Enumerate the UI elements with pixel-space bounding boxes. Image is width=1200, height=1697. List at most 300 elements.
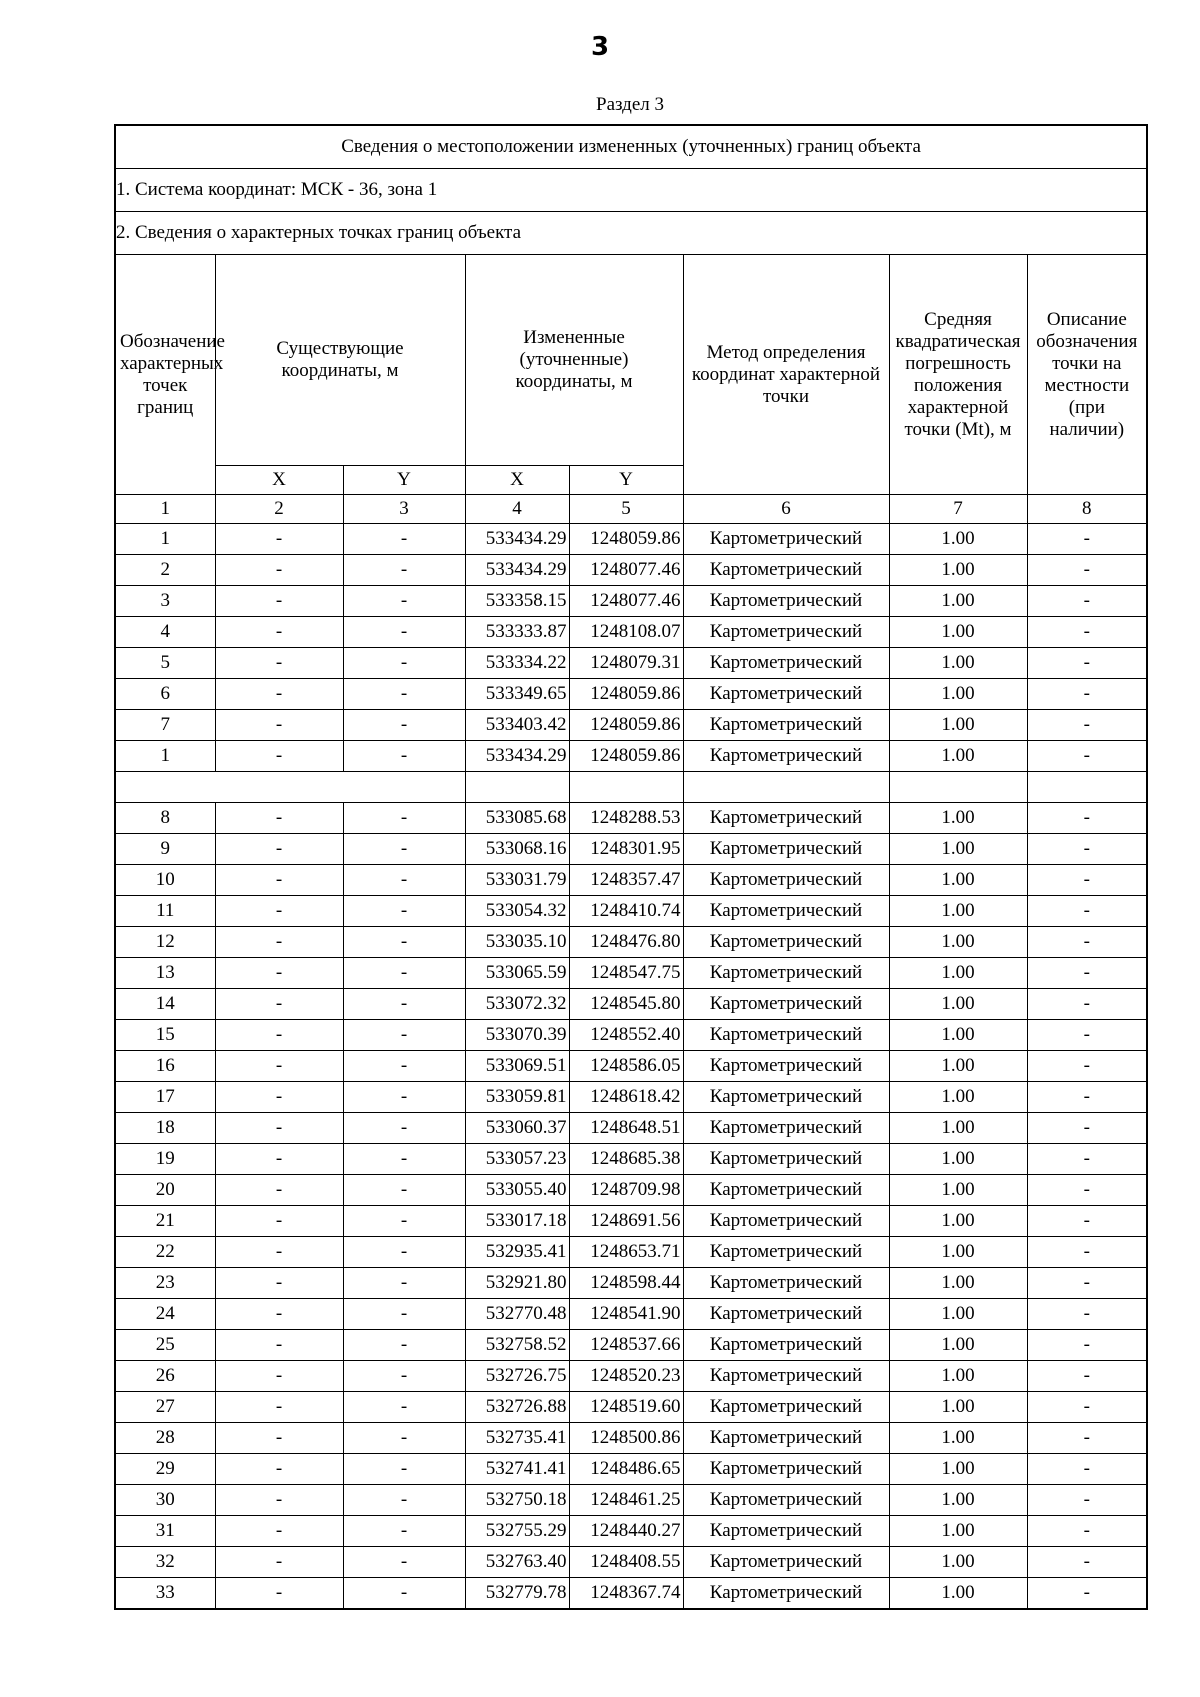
existing-x-cell: - <box>215 927 343 958</box>
changed-y-cell: 1248059.86 <box>569 741 683 772</box>
changed-y-cell: 1248059.86 <box>569 679 683 710</box>
method-cell: Картометрический <box>683 741 889 772</box>
changed-y-cell: 1248537.66 <box>569 1330 683 1361</box>
existing-y-cell: - <box>343 648 465 679</box>
existing-x-cell: - <box>215 1454 343 1485</box>
existing-y-cell: - <box>343 710 465 741</box>
existing-x-cell: - <box>215 1082 343 1113</box>
table-row <box>115 586 1147 617</box>
description-cell: - <box>1027 524 1147 555</box>
error-cell: 1.00 <box>889 927 1027 958</box>
point-id-cell: 19 <box>115 1144 215 1175</box>
description-cell: - <box>1027 1299 1147 1330</box>
existing-x-cell: - <box>215 586 343 617</box>
column-number: 7 <box>889 495 1027 524</box>
description-cell: - <box>1027 555 1147 586</box>
changed-y-cell: 1248059.86 <box>569 524 683 555</box>
header-changed-y: Y <box>569 466 683 495</box>
point-id-cell: 25 <box>115 1330 215 1361</box>
description-cell: - <box>1027 679 1147 710</box>
changed-x-cell: 533035.10 <box>465 927 569 958</box>
method-cell: Картометрический <box>683 1051 889 1082</box>
existing-y-cell: - <box>343 1392 465 1423</box>
existing-y-cell: - <box>343 1020 465 1051</box>
point-id-cell: 6 <box>115 679 215 710</box>
table-title: Сведения о местоположении измененных (уточненных) границ объекта <box>115 125 1147 169</box>
changed-y-cell: 1248077.46 <box>569 555 683 586</box>
spacer-cell <box>889 772 1027 803</box>
changed-x-cell: 532779.78 <box>465 1578 569 1610</box>
existing-y-cell: - <box>343 1082 465 1113</box>
description-cell: - <box>1027 1237 1147 1268</box>
changed-x-cell: 533054.32 <box>465 896 569 927</box>
existing-x-cell: - <box>215 896 343 927</box>
error-cell: 1.00 <box>889 617 1027 648</box>
existing-x-cell: - <box>215 1330 343 1361</box>
point-id-cell: 15 <box>115 1020 215 1051</box>
existing-y-cell: - <box>343 586 465 617</box>
spacer-cell <box>465 772 569 803</box>
error-cell: 1.00 <box>889 648 1027 679</box>
method-cell: Картометрический <box>683 1361 889 1392</box>
column-number: 6 <box>683 495 889 524</box>
error-cell: 1.00 <box>889 555 1027 586</box>
table-row <box>115 617 1147 648</box>
table-row <box>115 834 1147 865</box>
point-id-cell: 2 <box>115 555 215 586</box>
description-cell: - <box>1027 1547 1147 1578</box>
header-changed-x: X <box>465 466 569 495</box>
method-cell: Картометрический <box>683 803 889 834</box>
existing-y-cell: - <box>343 679 465 710</box>
error-cell: 1.00 <box>889 1547 1027 1578</box>
changed-x-cell: 532763.40 <box>465 1547 569 1578</box>
error-cell: 1.00 <box>889 1392 1027 1423</box>
point-id-cell: 1 <box>115 524 215 555</box>
method-cell: Картометрический <box>683 679 889 710</box>
method-cell: Картометрический <box>683 896 889 927</box>
changed-x-cell: 533334.22 <box>465 648 569 679</box>
table-row <box>115 865 1147 896</box>
description-cell: - <box>1027 1113 1147 1144</box>
point-id-cell: 29 <box>115 1454 215 1485</box>
existing-x-cell: - <box>215 958 343 989</box>
changed-y-cell: 1248408.55 <box>569 1547 683 1578</box>
changed-y-cell: 1248077.46 <box>569 586 683 617</box>
table-row <box>115 648 1147 679</box>
error-cell: 1.00 <box>889 1144 1027 1175</box>
changed-y-cell: 1248500.86 <box>569 1423 683 1454</box>
description-cell: - <box>1027 617 1147 648</box>
existing-y-cell: - <box>343 1516 465 1547</box>
header-existing-y: Y <box>343 466 465 495</box>
changed-y-cell: 1248685.38 <box>569 1144 683 1175</box>
point-id-cell: 16 <box>115 1051 215 1082</box>
description-cell: - <box>1027 1020 1147 1051</box>
changed-y-cell: 1248367.74 <box>569 1578 683 1610</box>
existing-x-cell: - <box>215 1237 343 1268</box>
table-row <box>115 1144 1147 1175</box>
point-id-cell: 7 <box>115 710 215 741</box>
method-cell: Картометрический <box>683 617 889 648</box>
spacer-cell <box>115 772 465 803</box>
error-cell: 1.00 <box>889 679 1027 710</box>
method-cell: Картометрический <box>683 524 889 555</box>
error-cell: 1.00 <box>889 710 1027 741</box>
method-cell: Картометрический <box>683 1175 889 1206</box>
table-row <box>115 1113 1147 1144</box>
changed-y-cell: 1248288.53 <box>569 803 683 834</box>
changed-y-cell: 1248552.40 <box>569 1020 683 1051</box>
changed-x-cell: 532921.80 <box>465 1268 569 1299</box>
existing-y-cell: - <box>343 927 465 958</box>
error-cell: 1.00 <box>889 896 1027 927</box>
changed-y-cell: 1248486.65 <box>569 1454 683 1485</box>
error-cell: 1.00 <box>889 1516 1027 1547</box>
error-cell: 1.00 <box>889 958 1027 989</box>
changed-y-cell: 1248545.80 <box>569 989 683 1020</box>
existing-y-cell: - <box>343 524 465 555</box>
table-row <box>115 679 1147 710</box>
table-row <box>115 1454 1147 1485</box>
method-cell: Картометрический <box>683 1082 889 1113</box>
error-cell: 1.00 <box>889 1206 1027 1237</box>
changed-y-cell: 1248618.42 <box>569 1082 683 1113</box>
header-existing: Существующие координаты, м <box>215 255 465 466</box>
description-cell: - <box>1027 648 1147 679</box>
description-cell: - <box>1027 1423 1147 1454</box>
changed-x-cell: 533068.16 <box>465 834 569 865</box>
existing-x-cell: - <box>215 1051 343 1082</box>
description-cell: - <box>1027 586 1147 617</box>
changed-y-cell: 1248653.71 <box>569 1237 683 1268</box>
method-cell: Картометрический <box>683 927 889 958</box>
method-cell: Картометрический <box>683 1299 889 1330</box>
header-description: Описание обозначения точки на местности (при наличии) <box>1027 255 1147 495</box>
point-id-cell: 11 <box>115 896 215 927</box>
error-cell: 1.00 <box>889 1423 1027 1454</box>
point-id-cell: 8 <box>115 803 215 834</box>
error-cell: 1.00 <box>889 1268 1027 1299</box>
changed-y-cell: 1248461.25 <box>569 1485 683 1516</box>
existing-y-cell: - <box>343 834 465 865</box>
error-cell: 1.00 <box>889 1361 1027 1392</box>
existing-x-cell: - <box>215 803 343 834</box>
method-cell: Картометрический <box>683 710 889 741</box>
description-cell: - <box>1027 834 1147 865</box>
header-changed: Измененные (уточненные) координаты, м <box>465 255 683 466</box>
existing-x-cell: - <box>215 834 343 865</box>
existing-y-cell: - <box>343 1268 465 1299</box>
table-row <box>115 1361 1147 1392</box>
point-id-cell: 23 <box>115 1268 215 1299</box>
method-cell: Картометрический <box>683 1268 889 1299</box>
boundary-points-table <box>114 124 1148 1610</box>
column-number: 2 <box>215 495 343 524</box>
point-id-cell: 5 <box>115 648 215 679</box>
existing-x-cell: - <box>215 741 343 772</box>
existing-x-cell: - <box>215 648 343 679</box>
header-existing-x: X <box>215 466 343 495</box>
error-cell: 1.00 <box>889 989 1027 1020</box>
description-cell: - <box>1027 1392 1147 1423</box>
point-id-cell: 10 <box>115 865 215 896</box>
existing-x-cell: - <box>215 989 343 1020</box>
error-cell: 1.00 <box>889 741 1027 772</box>
method-cell: Картометрический <box>683 1144 889 1175</box>
method-cell: Картометрический <box>683 865 889 896</box>
existing-y-cell: - <box>343 1113 465 1144</box>
point-id-cell: 24 <box>115 1299 215 1330</box>
existing-y-cell: - <box>343 1175 465 1206</box>
method-cell: Картометрический <box>683 1547 889 1578</box>
changed-x-cell: 533434.29 <box>465 524 569 555</box>
changed-y-cell: 1248301.95 <box>569 834 683 865</box>
header-error: Средняя квадратическая погрешность положения характерной точки (Mt), м <box>889 255 1027 495</box>
point-id-cell: 32 <box>115 1547 215 1578</box>
description-cell: - <box>1027 1144 1147 1175</box>
error-cell: 1.00 <box>889 1485 1027 1516</box>
changed-x-cell: 533072.32 <box>465 989 569 1020</box>
method-cell: Картометрический <box>683 989 889 1020</box>
changed-x-cell: 532755.29 <box>465 1516 569 1547</box>
changed-x-cell: 533333.87 <box>465 617 569 648</box>
point-id-cell: 17 <box>115 1082 215 1113</box>
error-cell: 1.00 <box>889 865 1027 896</box>
point-id-cell: 27 <box>115 1392 215 1423</box>
point-id-cell: 14 <box>115 989 215 1020</box>
existing-x-cell: - <box>215 1144 343 1175</box>
changed-y-cell: 1248586.05 <box>569 1051 683 1082</box>
method-cell: Картометрический <box>683 1020 889 1051</box>
existing-x-cell: - <box>215 1206 343 1237</box>
error-cell: 1.00 <box>889 586 1027 617</box>
description-cell: - <box>1027 1361 1147 1392</box>
column-number: 4 <box>465 495 569 524</box>
table-row <box>115 1578 1147 1610</box>
table-row <box>115 1268 1147 1299</box>
method-cell: Картометрический <box>683 1113 889 1144</box>
existing-y-cell: - <box>343 989 465 1020</box>
existing-y-cell: - <box>343 741 465 772</box>
error-cell: 1.00 <box>889 1020 1027 1051</box>
description-cell: - <box>1027 1175 1147 1206</box>
error-cell: 1.00 <box>889 524 1027 555</box>
spacer-cell <box>569 772 683 803</box>
description-cell: - <box>1027 803 1147 834</box>
method-cell: Картометрический <box>683 1392 889 1423</box>
existing-x-cell: - <box>215 1547 343 1578</box>
existing-y-cell: - <box>343 1485 465 1516</box>
description-cell: - <box>1027 1268 1147 1299</box>
table-row <box>115 1020 1147 1051</box>
existing-y-cell: - <box>343 1547 465 1578</box>
existing-x-cell: - <box>215 710 343 741</box>
point-id-cell: 9 <box>115 834 215 865</box>
error-cell: 1.00 <box>889 1113 1027 1144</box>
table-row <box>115 1082 1147 1113</box>
description-cell: - <box>1027 865 1147 896</box>
existing-y-cell: - <box>343 1361 465 1392</box>
existing-y-cell: - <box>343 1454 465 1485</box>
changed-x-cell: 533358.15 <box>465 586 569 617</box>
error-cell: 1.00 <box>889 1454 1027 1485</box>
point-id-cell: 31 <box>115 1516 215 1547</box>
description-cell: - <box>1027 1454 1147 1485</box>
header-method: Метод определения координат характерной точки <box>683 255 889 495</box>
point-id-cell: 18 <box>115 1113 215 1144</box>
existing-x-cell: - <box>215 1361 343 1392</box>
method-cell: Картометрический <box>683 648 889 679</box>
changed-x-cell: 533403.42 <box>465 710 569 741</box>
description-cell: - <box>1027 1516 1147 1547</box>
existing-x-cell: - <box>215 1113 343 1144</box>
table-row <box>115 1392 1147 1423</box>
description-cell: - <box>1027 1578 1147 1610</box>
existing-y-cell: - <box>343 1237 465 1268</box>
point-id-cell: 20 <box>115 1175 215 1206</box>
changed-y-cell: 1248598.44 <box>569 1268 683 1299</box>
changed-x-cell: 532735.41 <box>465 1423 569 1454</box>
table-row <box>115 710 1147 741</box>
changed-y-cell: 1248108.07 <box>569 617 683 648</box>
changed-y-cell: 1248476.80 <box>569 927 683 958</box>
point-id-cell: 21 <box>115 1206 215 1237</box>
existing-y-cell: - <box>343 1206 465 1237</box>
changed-x-cell: 532770.48 <box>465 1299 569 1330</box>
error-cell: 1.00 <box>889 1237 1027 1268</box>
table-row <box>115 1547 1147 1578</box>
changed-y-cell: 1248357.47 <box>569 865 683 896</box>
method-cell: Картометрический <box>683 1237 889 1268</box>
existing-x-cell: - <box>215 617 343 648</box>
table-row <box>115 1175 1147 1206</box>
table-row <box>115 741 1147 772</box>
spacer-row <box>115 772 1147 803</box>
existing-y-cell: - <box>343 896 465 927</box>
method-cell: Картометрический <box>683 586 889 617</box>
changed-x-cell: 532758.52 <box>465 1330 569 1361</box>
changed-x-cell: 532935.41 <box>465 1237 569 1268</box>
changed-x-cell: 533434.29 <box>465 555 569 586</box>
description-cell: - <box>1027 896 1147 927</box>
table-row <box>115 989 1147 1020</box>
spacer-cell <box>683 772 889 803</box>
error-cell: 1.00 <box>889 1578 1027 1610</box>
table-row <box>115 1485 1147 1516</box>
table-row <box>115 555 1147 586</box>
table-row <box>115 1299 1147 1330</box>
error-cell: 1.00 <box>889 1051 1027 1082</box>
changed-x-cell: 533349.65 <box>465 679 569 710</box>
error-cell: 1.00 <box>889 1082 1027 1113</box>
point-id-cell: 30 <box>115 1485 215 1516</box>
method-cell: Картометрический <box>683 1330 889 1361</box>
existing-y-cell: - <box>343 1299 465 1330</box>
description-cell: - <box>1027 1330 1147 1361</box>
header-designation: Обозначение характерных точек границ <box>115 255 215 495</box>
method-cell: Картометрический <box>683 1423 889 1454</box>
table-row <box>115 958 1147 989</box>
point-id-cell: 13 <box>115 958 215 989</box>
column-number: 1 <box>115 495 215 524</box>
existing-y-cell: - <box>343 1423 465 1454</box>
existing-y-cell: - <box>343 1578 465 1610</box>
changed-x-cell: 533060.37 <box>465 1113 569 1144</box>
changed-x-cell: 533070.39 <box>465 1020 569 1051</box>
method-cell: Картометрический <box>683 1485 889 1516</box>
existing-x-cell: - <box>215 1299 343 1330</box>
error-cell: 1.00 <box>889 1175 1027 1206</box>
table-row <box>115 1516 1147 1547</box>
changed-x-cell: 532726.75 <box>465 1361 569 1392</box>
column-number: 3 <box>343 495 465 524</box>
changed-x-cell: 532726.88 <box>465 1392 569 1423</box>
existing-x-cell: - <box>215 1485 343 1516</box>
table-row <box>115 524 1147 555</box>
error-cell: 1.00 <box>889 803 1027 834</box>
page-number: 3 <box>590 32 610 62</box>
description-cell: - <box>1027 927 1147 958</box>
existing-x-cell: - <box>215 1268 343 1299</box>
changed-x-cell: 533031.79 <box>465 865 569 896</box>
changed-y-cell: 1248519.60 <box>569 1392 683 1423</box>
existing-y-cell: - <box>343 555 465 586</box>
table-row <box>115 1206 1147 1237</box>
description-cell: - <box>1027 741 1147 772</box>
changed-x-cell: 533085.68 <box>465 803 569 834</box>
point-id-cell: 26 <box>115 1361 215 1392</box>
point-id-cell: 33 <box>115 1578 215 1610</box>
description-cell: - <box>1027 710 1147 741</box>
point-id-cell: 12 <box>115 927 215 958</box>
changed-y-cell: 1248520.23 <box>569 1361 683 1392</box>
existing-x-cell: - <box>215 1423 343 1454</box>
changed-x-cell: 533057.23 <box>465 1144 569 1175</box>
description-cell: - <box>1027 1485 1147 1516</box>
method-cell: Картометрический <box>683 958 889 989</box>
existing-x-cell: - <box>215 555 343 586</box>
existing-y-cell: - <box>343 617 465 648</box>
point-id-cell: 4 <box>115 617 215 648</box>
existing-x-cell: - <box>215 865 343 896</box>
method-cell: Картометрический <box>683 1516 889 1547</box>
table-row <box>115 927 1147 958</box>
changed-x-cell: 532741.41 <box>465 1454 569 1485</box>
table-row <box>115 896 1147 927</box>
method-cell: Картометрический <box>683 1206 889 1237</box>
method-cell: Картометрический <box>683 1454 889 1485</box>
existing-x-cell: - <box>215 1020 343 1051</box>
existing-y-cell: - <box>343 1330 465 1361</box>
table-row <box>115 1051 1147 1082</box>
description-cell: - <box>1027 1051 1147 1082</box>
description-cell: - <box>1027 1206 1147 1237</box>
changed-y-cell: 1248547.75 <box>569 958 683 989</box>
existing-x-cell: - <box>215 1392 343 1423</box>
changed-y-cell: 1248541.90 <box>569 1299 683 1330</box>
column-number: 5 <box>569 495 683 524</box>
changed-y-cell: 1248709.98 <box>569 1175 683 1206</box>
section-label: Раздел 3 <box>596 94 664 115</box>
changed-y-cell: 1248440.27 <box>569 1516 683 1547</box>
existing-y-cell: - <box>343 958 465 989</box>
existing-x-cell: - <box>215 679 343 710</box>
point-id-cell: 1 <box>115 741 215 772</box>
changed-x-cell: 533434.29 <box>465 741 569 772</box>
points-heading: 2. Сведения о характерных точках границ объекта <box>115 212 1147 255</box>
table-row <box>115 803 1147 834</box>
